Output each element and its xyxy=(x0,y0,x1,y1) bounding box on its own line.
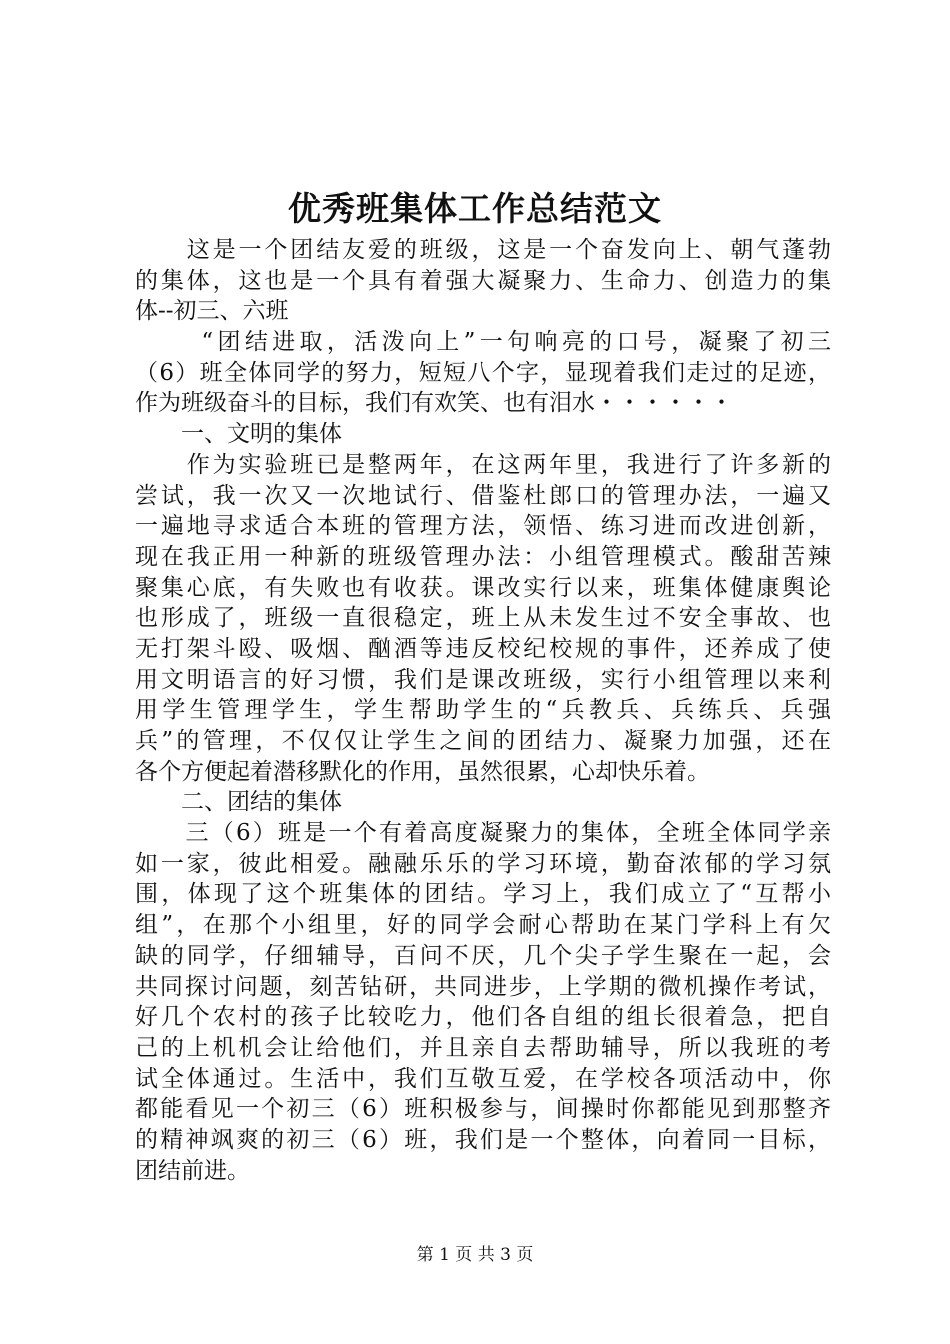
text-line: 好几个农村的孩子比较吃力，他们各自组的组长很着急，把自 xyxy=(135,1004,831,1031)
text-line: 如一家，彼此相爱。融融乐乐的学习环境，勤奋浓郁的学习氛 xyxy=(135,850,831,877)
text-line: 己的上机机会让给他们，并且亲自去帮助辅导，所以我班的考 xyxy=(135,1034,831,1061)
text-line: 试全体通过。生活中，我们互敬互爱，在学校各项活动中，你 xyxy=(135,1065,831,1092)
text-line: 一遍地寻求适合本班的管理方法，领悟、练习进而改进创新， xyxy=(135,513,831,540)
page-footer: 第 1 页 共 3 页 xyxy=(416,1245,534,1265)
text-line: 用学生管理学生，学生帮助学生的“兵教兵、兵练兵、兵强 xyxy=(135,697,831,724)
text-line: 的精神飒爽的初三（6）班，我们是一个整体，向着同一目标， xyxy=(135,1126,831,1153)
text-line: 各个方便起着潜移默化的作用，虽然很累，心却快乐着。 xyxy=(135,758,710,785)
text-line: 围，体现了这个班集体的团结。学习上，我们成立了“互帮小 xyxy=(135,881,831,908)
text-line: 也形成了，班级一直很稳定，班上从未发生过不安全事故、也 xyxy=(135,605,831,632)
text-line: 缺的同学，仔细辅导，百问不厌，几个尖子学生聚在一起，会 xyxy=(135,942,831,969)
text-line: 作为班级奋斗的目标，我们有欢笑、也有泪水・・・・・・ xyxy=(135,390,733,417)
text-line: 兵”的管理，不仅仅让学生之间的团结力、凝聚力加强，还在 xyxy=(135,728,831,754)
text-line: 团结前进。 xyxy=(135,1157,250,1184)
text-line: 尝试，我一次又一次地试行、借鉴杜郎口的管理办法，一遍又 xyxy=(135,482,831,509)
document-title: 优秀班集体工作总结范文 xyxy=(288,189,662,228)
text-line: （6）班全体同学的努力，短短八个字，显现着我们走过的足迹， xyxy=(135,359,831,386)
text-line: 无打架斗殴、吸烟、酗酒等违反校纪校规的事件，还养成了使 xyxy=(135,635,831,662)
text-line: 三（6）班是一个有着高度凝聚力的集体，全班全体同学亲 xyxy=(135,820,831,847)
text-line: 共同探讨问题，刻苦钻研，共同进步，上学期的微机操作考试， xyxy=(135,973,831,1000)
text-line: 组”，在那个小组里，好的同学会耐心帮助在某门学科上有欠 xyxy=(135,912,831,939)
text-line: 一、文明的集体 xyxy=(135,421,342,448)
text-line: 现在我正用一种新的班级管理办法：小组管理模式。酸甜苦辣 xyxy=(135,543,831,570)
text-line: “团结进取，活泼向上”一句响亮的口号，凝聚了初三 xyxy=(135,329,831,356)
text-line: 作为实验班已是整两年，在这两年里，我进行了许多新的 xyxy=(135,451,831,478)
text-line: 的集体，这也是一个具有着强大凝聚力、生命力、创造力的集 xyxy=(135,267,831,294)
text-line: 这是一个团结友爱的班级，这是一个奋发向上、朝气蓬勃 xyxy=(135,237,831,263)
text-line: 体--初三、六班 xyxy=(135,298,289,325)
text-line: 用文明语言的好习惯，我们是课改班级，实行小组管理以来利 xyxy=(135,666,831,693)
document-body xyxy=(135,235,831,1186)
text-line: 聚集心底，有失败也有收获。课改实行以来，班集体健康舆论 xyxy=(135,574,831,601)
text-line: 二、团结的集体 xyxy=(135,789,342,816)
text-line: 都能看见一个初三（6）班积极参与，间操时你都能见到那整齐 xyxy=(135,1096,831,1123)
